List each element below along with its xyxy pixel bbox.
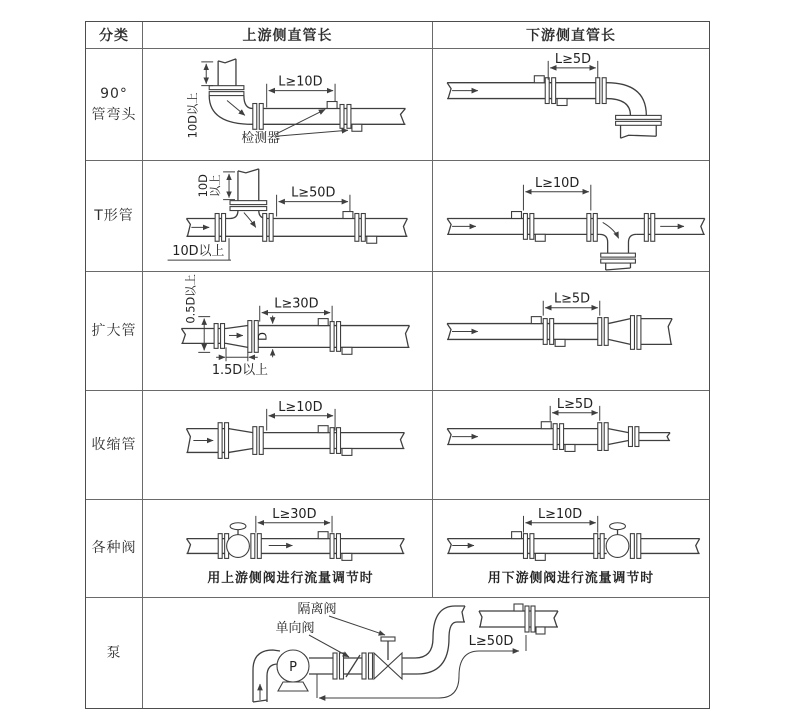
length-dimension <box>543 292 600 316</box>
length-dimension-label: L≥10D <box>278 399 323 415</box>
header-downstream <box>433 22 709 49</box>
outlet-pipe <box>309 658 333 674</box>
length-dimension <box>267 75 335 108</box>
vertical-pipe <box>209 59 244 96</box>
offset-dimension <box>183 274 210 352</box>
cell-tpipe-upstream <box>143 161 433 272</box>
length-dimension-label: L≥50D <box>291 185 336 201</box>
length-dimension <box>256 507 332 533</box>
isolation-valve-label: 隔离阀 <box>297 602 337 617</box>
length-dimension-label: L≥30D <box>272 506 317 522</box>
cell-valve-upstream <box>143 500 433 598</box>
bottom-dimension-label: 10D以上 <box>172 244 225 260</box>
t-junction <box>587 214 655 270</box>
reduction-cone <box>229 429 253 453</box>
length-dimension <box>548 52 598 80</box>
length-dimension <box>550 397 600 421</box>
detector <box>512 212 546 242</box>
expansion-upstream-diagram <box>143 272 432 390</box>
vertical-dimension <box>196 172 235 200</box>
reduction-upstream-diagram <box>143 391 432 499</box>
length-dimension-label: L≥10D <box>534 175 580 191</box>
vertical-dimension-label: 10D以上 <box>185 92 200 139</box>
length-dimension-label: L≥10D <box>278 74 323 90</box>
cell-pump-diagram <box>143 598 709 708</box>
cell-elbow-downstream <box>433 49 709 161</box>
category-line: T形管 <box>94 207 134 224</box>
cell-valve-downstream <box>433 500 709 598</box>
expansion <box>598 316 672 350</box>
elbow <box>596 78 661 138</box>
category-line: 90° <box>100 86 128 103</box>
vertical-dimension-line1: 10D <box>196 174 211 198</box>
detector <box>512 532 546 561</box>
category-90-elbow <box>86 49 143 161</box>
straight-pipe-length-table <box>85 21 710 709</box>
detector <box>531 317 565 347</box>
downstream-valve-caption: 用下游侧阀进行流量调节时 <box>487 571 655 587</box>
cell-elbow-upstream <box>143 49 433 161</box>
category-reduction-pipe <box>86 391 143 500</box>
tpipe-downstream-diagram <box>433 161 709 271</box>
meter-pipe <box>479 604 558 634</box>
detector <box>343 212 377 244</box>
length-dimension-label: L≥50D <box>468 634 514 649</box>
length-dimension-label: L≥30D <box>274 296 319 312</box>
detector <box>318 532 352 561</box>
category-expansion-pipe <box>86 272 143 391</box>
small-flange <box>214 324 224 349</box>
detector <box>534 76 567 106</box>
length-dimension-label: L≥5D <box>556 396 594 412</box>
vertical-pipe <box>230 169 267 219</box>
junction-flow-arrow <box>244 213 256 228</box>
check-valve-label: 单向阀 <box>275 621 315 636</box>
category-t-pipe <box>86 161 143 272</box>
pipe-right <box>641 539 700 554</box>
header-upstream-label: 上游侧直管长 <box>242 28 333 44</box>
pump-diagram <box>143 598 709 708</box>
cell-reduction-downstream <box>433 391 709 500</box>
category-line: 各种阀 <box>91 540 137 557</box>
length-dimension-label: L≥10D <box>538 506 583 522</box>
header-category-label: 分类 <box>99 28 129 44</box>
header-downstream-label: 下游侧直管长 <box>526 28 616 44</box>
elbow <box>209 96 263 130</box>
cell-tpipe-downstream <box>433 161 709 272</box>
elbow-downstream-diagram <box>433 49 709 160</box>
length-dimension-label: L≥5D <box>553 291 591 307</box>
valve <box>594 523 641 559</box>
cell-expansion-upstream <box>143 272 433 391</box>
diameter-label: D <box>255 332 270 341</box>
length-dimension <box>523 176 590 211</box>
cell-expansion-downstream <box>433 272 709 391</box>
cell-reduction-upstream <box>143 391 433 500</box>
detector <box>318 319 352 355</box>
detector <box>541 422 575 452</box>
length-dimension-label: L≥5D <box>554 51 592 67</box>
valve <box>218 523 261 559</box>
category-line: 泵 <box>106 644 122 661</box>
tpipe-upstream-diagram <box>143 161 432 271</box>
header-category <box>86 22 143 49</box>
pump-label: P <box>289 660 297 675</box>
detector-callout <box>241 109 348 146</box>
elbow-upstream-diagram <box>143 49 432 160</box>
horizontal-pipe <box>263 108 405 124</box>
category-pump <box>86 598 143 708</box>
expansion-downstream-diagram <box>433 272 709 390</box>
detector-label: 检测器 <box>241 131 281 147</box>
reduction-downstream-diagram <box>433 391 709 499</box>
pump <box>277 650 309 691</box>
header-upstream <box>143 22 433 49</box>
length-dimension <box>317 634 526 698</box>
category-line: 收缩管 <box>91 436 137 453</box>
expansion-cone <box>226 326 248 348</box>
valve-downstream-diagram <box>433 500 709 597</box>
riser-pipe <box>402 606 465 674</box>
length-dimension <box>260 297 332 322</box>
category-line: 扩大管 <box>91 322 137 339</box>
valve-upstream-diagram <box>143 500 432 597</box>
upstream-valve-caption: 用上游侧阀进行流量调节时 <box>207 571 374 587</box>
category-valves <box>86 500 143 598</box>
cone-length-label: 1.5D以上 <box>211 363 268 379</box>
length-dimension <box>523 507 597 533</box>
isolation-valve <box>374 637 402 679</box>
intake-pipe <box>253 650 280 702</box>
reduction <box>598 423 670 451</box>
small-flange <box>253 427 263 455</box>
check-valve <box>333 653 373 679</box>
flow-arrow <box>227 101 245 116</box>
length-dimension <box>277 186 350 217</box>
vertical-dimension-line2: 以上 <box>208 174 223 198</box>
detector <box>327 102 362 132</box>
offset-dimension-label: 0.5D以上 <box>183 273 198 324</box>
cone-length-dimension <box>212 347 268 378</box>
category-line: 管弯头 <box>91 106 137 123</box>
